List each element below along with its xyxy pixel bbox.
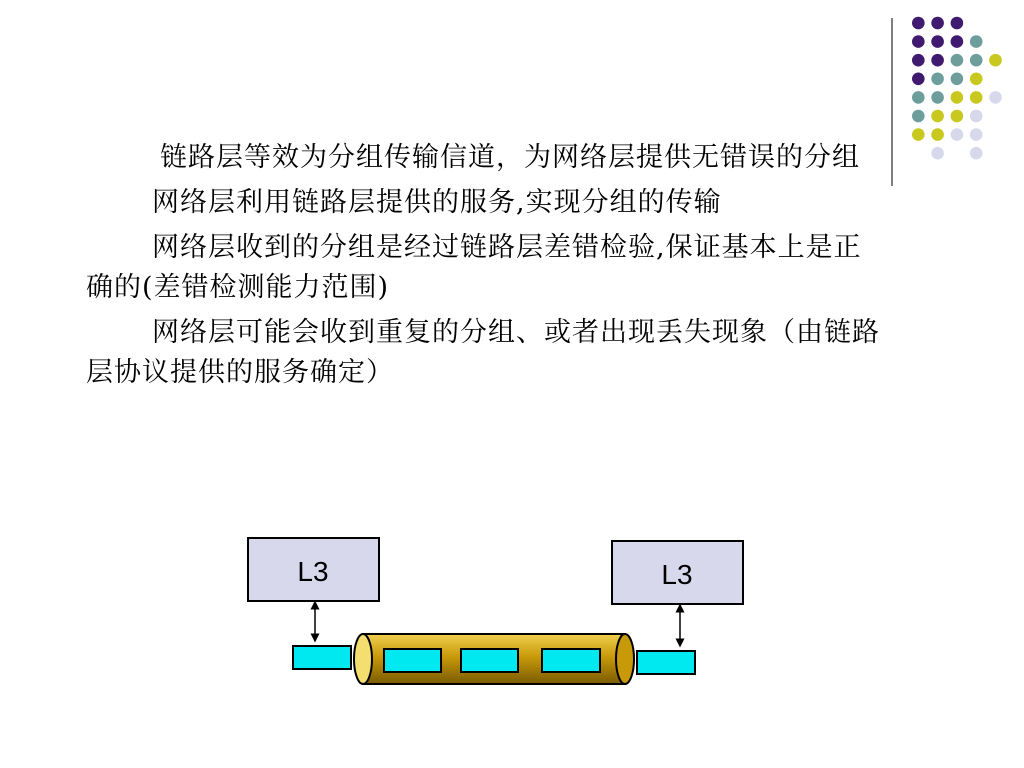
right-l3-label: L3 xyxy=(661,559,693,590)
paragraph-1: 链路层等效为分组传输信道，为网络层提供无错误的分组 xyxy=(160,142,860,173)
packet-outside-left xyxy=(293,646,351,669)
paragraph-3: 网络层收到的分组是经过链路层差错检验,保证基本上是正确的(差错检测能力范围) xyxy=(86,232,862,303)
left-l3-label: L3 xyxy=(297,556,329,587)
packet-outside-right xyxy=(637,651,695,674)
packet-in-pipe-2 xyxy=(461,649,518,672)
packet-in-pipe-3 xyxy=(542,649,600,672)
packet-in-pipe-1 xyxy=(384,649,441,672)
paragraph-4: 网络层可能会收到重复的分组、或者出现丢失现象（由链路层协议提供的服务确定） xyxy=(86,317,880,388)
paragraph-2: 网络层利用链路层提供的服务,实现分组的传输 xyxy=(152,187,722,218)
